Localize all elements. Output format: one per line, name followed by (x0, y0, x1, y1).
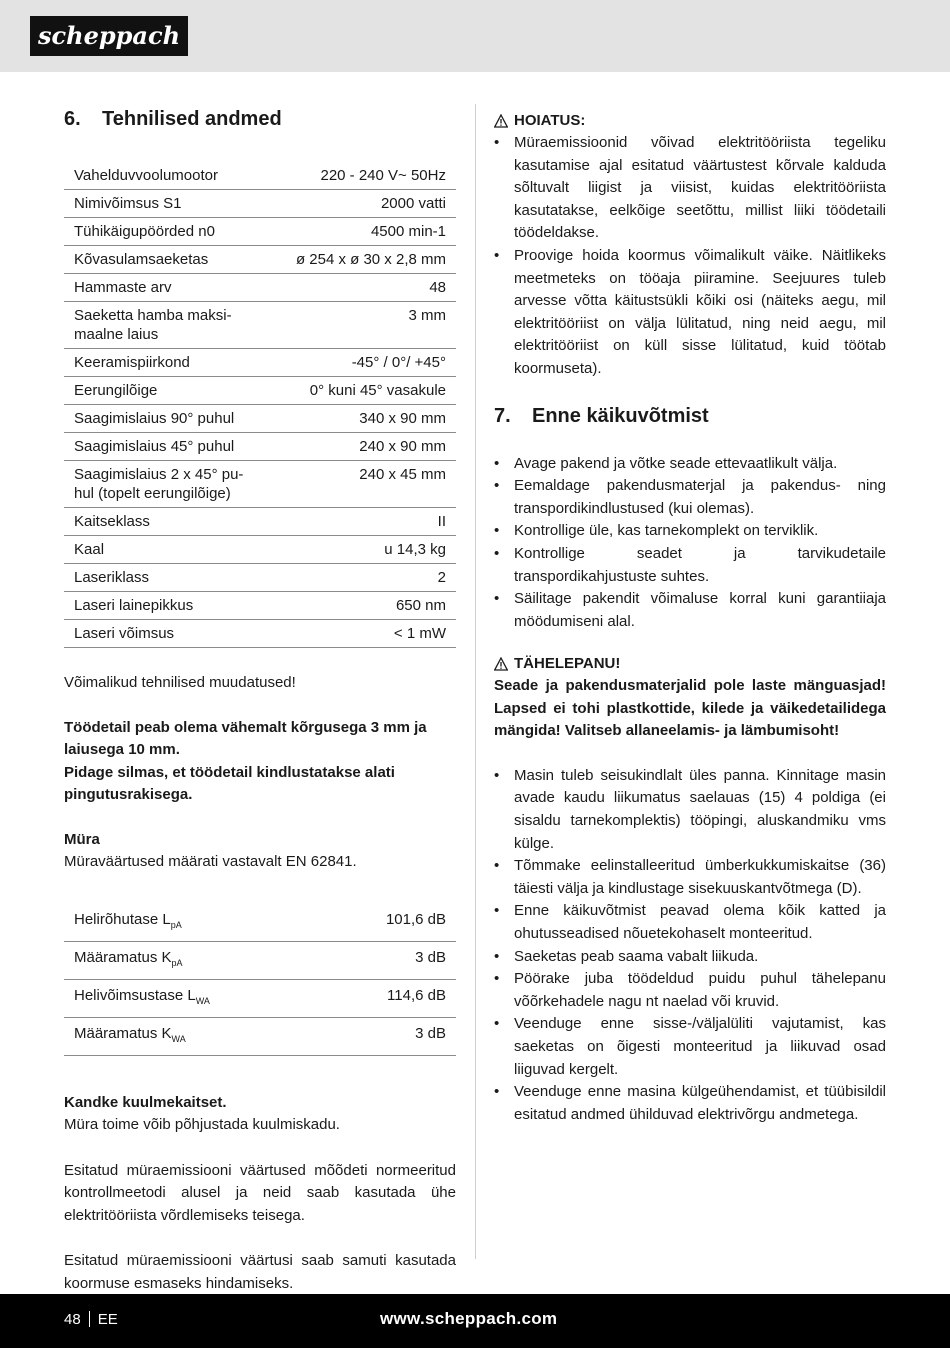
list-item (494, 946, 886, 969)
emission-paragraph-1: Esitatud müraemissiooni väärtused mõõdeti normeeritud kontrollmeetodi alusel ja neid saab kasutada ühe elektritööriista võrdlemiseks teisega. (64, 1161, 456, 1224)
spec-value: -45° / 0°/ +45° (271, 349, 456, 377)
list-item (494, 588, 886, 633)
spec-label: Saagimislaius 45° puhul (64, 433, 271, 461)
spec-value: 4500 min-1 (271, 218, 456, 246)
list-item (494, 900, 886, 945)
bullet-icon: • (494, 1015, 500, 1033)
technical-data-table (64, 162, 456, 648)
noise-label-text: Määramatus K (74, 1024, 172, 1042)
spec-label: Kaitseklass (64, 508, 271, 536)
noise-label-subscript: WA (195, 995, 210, 1006)
spec-row (64, 508, 456, 536)
bullet-icon: • (494, 590, 500, 608)
warning-triangle-icon (494, 657, 508, 671)
bullet-icon: • (494, 766, 500, 784)
noise-heading: Müra (64, 830, 100, 848)
list-item (494, 1081, 886, 1126)
list-item-text: Eemaldage pakendusmaterjal ja pakendus- ning transpordikindlustused (kui olemas). (514, 477, 886, 517)
page-footer (0, 1294, 950, 1348)
noise-text: Müraväärtused määrati vastavalt EN 62841. (64, 853, 357, 870)
noise-label-text: Helivõimsustase L (74, 986, 196, 1004)
warning-title (494, 110, 886, 132)
noise-label-text: Määramatus K (74, 948, 172, 966)
spec-label: Laseriklass (64, 564, 271, 592)
spec-row (64, 620, 456, 648)
noise-label (64, 1017, 323, 1055)
spec-row (64, 274, 456, 302)
footer-separator (89, 1311, 90, 1327)
list-item (494, 453, 886, 476)
page-header (0, 0, 950, 72)
attention-title-text: TÄHELEPANU! (514, 655, 621, 673)
warning-title-text: HOIATUS: (514, 112, 586, 129)
bullet-icon: • (494, 902, 500, 920)
spec-row (64, 461, 456, 508)
spec-row (64, 190, 456, 218)
right-column (494, 104, 886, 1126)
noise-label-subscript: pA (171, 957, 183, 968)
list-item (494, 245, 886, 381)
noise-row (64, 904, 456, 942)
spec-row (64, 536, 456, 564)
bullet-icon: • (494, 522, 500, 540)
noise-row (64, 941, 456, 979)
spec-row (64, 218, 456, 246)
list-item (494, 765, 886, 855)
noise-label-subscript: WA (171, 1033, 186, 1044)
spec-label: Saeketta hamba maksi- maalne laius (64, 302, 271, 349)
list-item-text: Saeketas peab saama vabalt liikuda. (514, 947, 759, 965)
list-item-text: Enne käikuvõtmist peavad olema kõik katted ja ohutusseadised nõuetekohaselt monteeritud. (514, 902, 886, 942)
spec-value: 240 x 45 mm (271, 461, 456, 508)
hearing-text: Müra toime võib põhjustada kuulmiskadu. (64, 1116, 340, 1133)
noise-row (64, 1017, 456, 1055)
noise-table (64, 904, 456, 1056)
noise-value: 3 dB (323, 941, 456, 979)
list-item-text: Avage pakend ja võtke seade ettevaatlikult välja. (514, 454, 838, 472)
bullet-icon: • (494, 1083, 500, 1101)
noise-value: 3 dB (323, 1017, 456, 1055)
spec-value: 2000 vatti (271, 190, 456, 218)
list-item (494, 855, 886, 900)
noise-value: 114,6 dB (323, 979, 456, 1017)
spec-label: Vahelduvvoolumootor (64, 162, 271, 190)
list-item-text: Müraemissioonid võivad elektritööriista tegeliku kasutamise ajal esitatud väärtustest kõrvale kalduda sõltuvalt liigist ja viisist, kuidas elektritööriista kasutatakse, eelkõige seetõttu, millist liiki töödetaili töödeldakse. (514, 134, 886, 242)
noise-label (64, 904, 323, 942)
noise-label (64, 941, 323, 979)
workpiece-note-2: Pidage silmas, et töödetail kindlustatakse alati pingutusrakisega. (64, 763, 395, 803)
spec-value: 650 nm (271, 592, 456, 620)
page-number-label (64, 1310, 118, 1330)
bullet-icon: • (494, 134, 500, 151)
workpiece-note-1: Töödetail peab olema vähemalt kõrgusega 3 mm ja laiusega 10 mm. (64, 718, 427, 758)
page-number: 48 (64, 1311, 81, 1328)
spec-value: ø 254 x ø 30 x 2,8 mm (271, 246, 456, 274)
spec-value: < 1 mW (271, 620, 456, 648)
list-item (494, 1013, 886, 1081)
brand-logo: scheppach (30, 16, 188, 56)
column-divider (475, 104, 476, 1259)
warning-triangle-icon (494, 114, 508, 128)
list-item (494, 968, 886, 1013)
spec-row (64, 377, 456, 405)
list-item-text: Veenduge enne masina külgeühendamist, et tüübisildil esitatud andmed ühilduvad elektrivõrgu andmetega. (514, 1083, 886, 1123)
bullet-icon: • (494, 454, 500, 472)
spec-label: Laseri lainepikkus (64, 592, 271, 620)
spec-value: 0° kuni 45° vasakule (271, 377, 456, 405)
spec-value: u 14,3 kg (271, 536, 456, 564)
spec-value: 2 (271, 564, 456, 592)
spec-value: 340 x 90 mm (271, 405, 456, 433)
spec-row (64, 349, 456, 377)
section-6-heading (64, 104, 456, 134)
section-number: 7. (494, 404, 511, 427)
spec-label: Eerungilõige (64, 377, 271, 405)
spec-row (64, 592, 456, 620)
noise-label-subscript: pA (170, 919, 182, 930)
spec-row (64, 433, 456, 461)
section-title: Tehnilised andmed (102, 108, 282, 130)
hearing-heading: Kandke kuulmekaitset. (64, 1093, 227, 1111)
spec-row (64, 162, 456, 190)
spec-label: Tühikäigupöörded n0 (64, 218, 271, 246)
list-item-text: Tõmmake eelinstalleeritud ümberkukkumiskaitse (36) täiesti välja ja kindlustage sisekuuskantvõtmega (D). (514, 857, 886, 897)
spec-label: Saagimislaius 90° puhul (64, 405, 271, 433)
list-item-text: Proovige hoida koormus võimalikult väike. Näitlikeks meetmeteks on tööaja piiramine. Seejuures tuleb arvesse võtta käitustsükli kõiki osi (näiteks aegu, mil elektritööriist on välja lülitatud, ning neid aegu, mil elektritööriist on küll sisse lülitatud, kuid töötab koormuseta). (514, 246, 886, 377)
spec-value: 240 x 90 mm (271, 433, 456, 461)
list-item (494, 132, 886, 245)
left-column (64, 104, 456, 1295)
bullet-icon: • (494, 947, 500, 965)
bullet-icon: • (494, 970, 500, 988)
noise-label-text: Helirõhutase L (74, 910, 171, 928)
spec-value: 48 (271, 274, 456, 302)
unpacking-list (494, 453, 886, 634)
list-item (494, 475, 886, 520)
list-item-text: Kontrollige üle, kas tarnekomplekt on terviklik. (514, 522, 819, 540)
list-item-text: Kontrollige seadet ja tarvikudetaile transpordikahjustuste suhtes. (514, 544, 886, 585)
list-item-text: Veenduge enne sisse-/väljalüliti vajutamist, kas saeketas on õigesti monteeritud ja liikuvad osad liiguvad kergelt. (514, 1015, 886, 1078)
language-code: EE (97, 1311, 118, 1328)
website-url[interactable]: www.scheppach.com (380, 1309, 558, 1328)
spec-label: Saagimislaius 2 x 45° pu- hul (topelt eerungilõige) (64, 461, 271, 508)
list-item (494, 543, 886, 588)
spec-row (64, 302, 456, 349)
list-item-text: Masin tuleb seisukindlalt üles panna. Kinnitage masin avade kaudu liikumatus saelauas (15) 4 poldiga (ei sisaldu tarnekomplektis) tööpingi, aluskandmiku vms külge. (514, 766, 886, 852)
spec-row (64, 246, 456, 274)
section-number: 6. (64, 108, 81, 130)
list-item-text: Pöörake juba töödeldud puidu puhul tähelepanu võõrkehadele nagu nt naelad või kruvid. (514, 970, 886, 1010)
spec-row (64, 564, 456, 592)
noise-label (64, 979, 323, 1017)
spec-label: Kõvasulamsaeketas (64, 246, 271, 274)
bullet-icon: • (494, 246, 500, 264)
spec-label: Kaal (64, 536, 271, 564)
setup-list (494, 765, 886, 1127)
spec-label: Hammaste arv (64, 274, 271, 302)
spec-label: Keeramispiirkond (64, 349, 271, 377)
attention-title (494, 653, 886, 675)
noise-value: 101,6 dB (323, 904, 456, 942)
list-item (494, 520, 886, 543)
spec-label: Nimivõimsus S1 (64, 190, 271, 218)
section-title: Enne käikuvõtmist (532, 404, 709, 427)
bullet-icon: • (494, 857, 500, 875)
bullet-icon: • (494, 477, 500, 495)
emission-paragraph-2: Esitatud müraemissiooni väärtusi saab samuti kasutada koormuse esmaseks hindamiseks. (64, 1252, 456, 1292)
section-7-heading (494, 401, 886, 431)
changes-note: Võimalikud tehnilised muudatused! (64, 674, 296, 691)
spec-value: II (271, 508, 456, 536)
spec-row (64, 405, 456, 433)
spec-label: Laseri võimsus (64, 620, 271, 648)
spec-value: 220 - 240 V~ 50Hz (271, 162, 456, 190)
bullet-icon: • (494, 544, 500, 562)
list-item-text: Säilitage pakendit võimaluse korral kuni garantiiaja möödumiseni alal. (514, 590, 886, 630)
warning-list (494, 132, 886, 381)
spec-value: 3 mm (271, 302, 456, 349)
noise-row (64, 979, 456, 1017)
attention-text: Seade ja pakendusmaterjalid pole laste mänguasjad! Lapsed ei tohi plastkottide, kilede ja väikedetailidega mängida! Valitseb allaneelamis- ja lämbumisoht! (494, 677, 886, 740)
